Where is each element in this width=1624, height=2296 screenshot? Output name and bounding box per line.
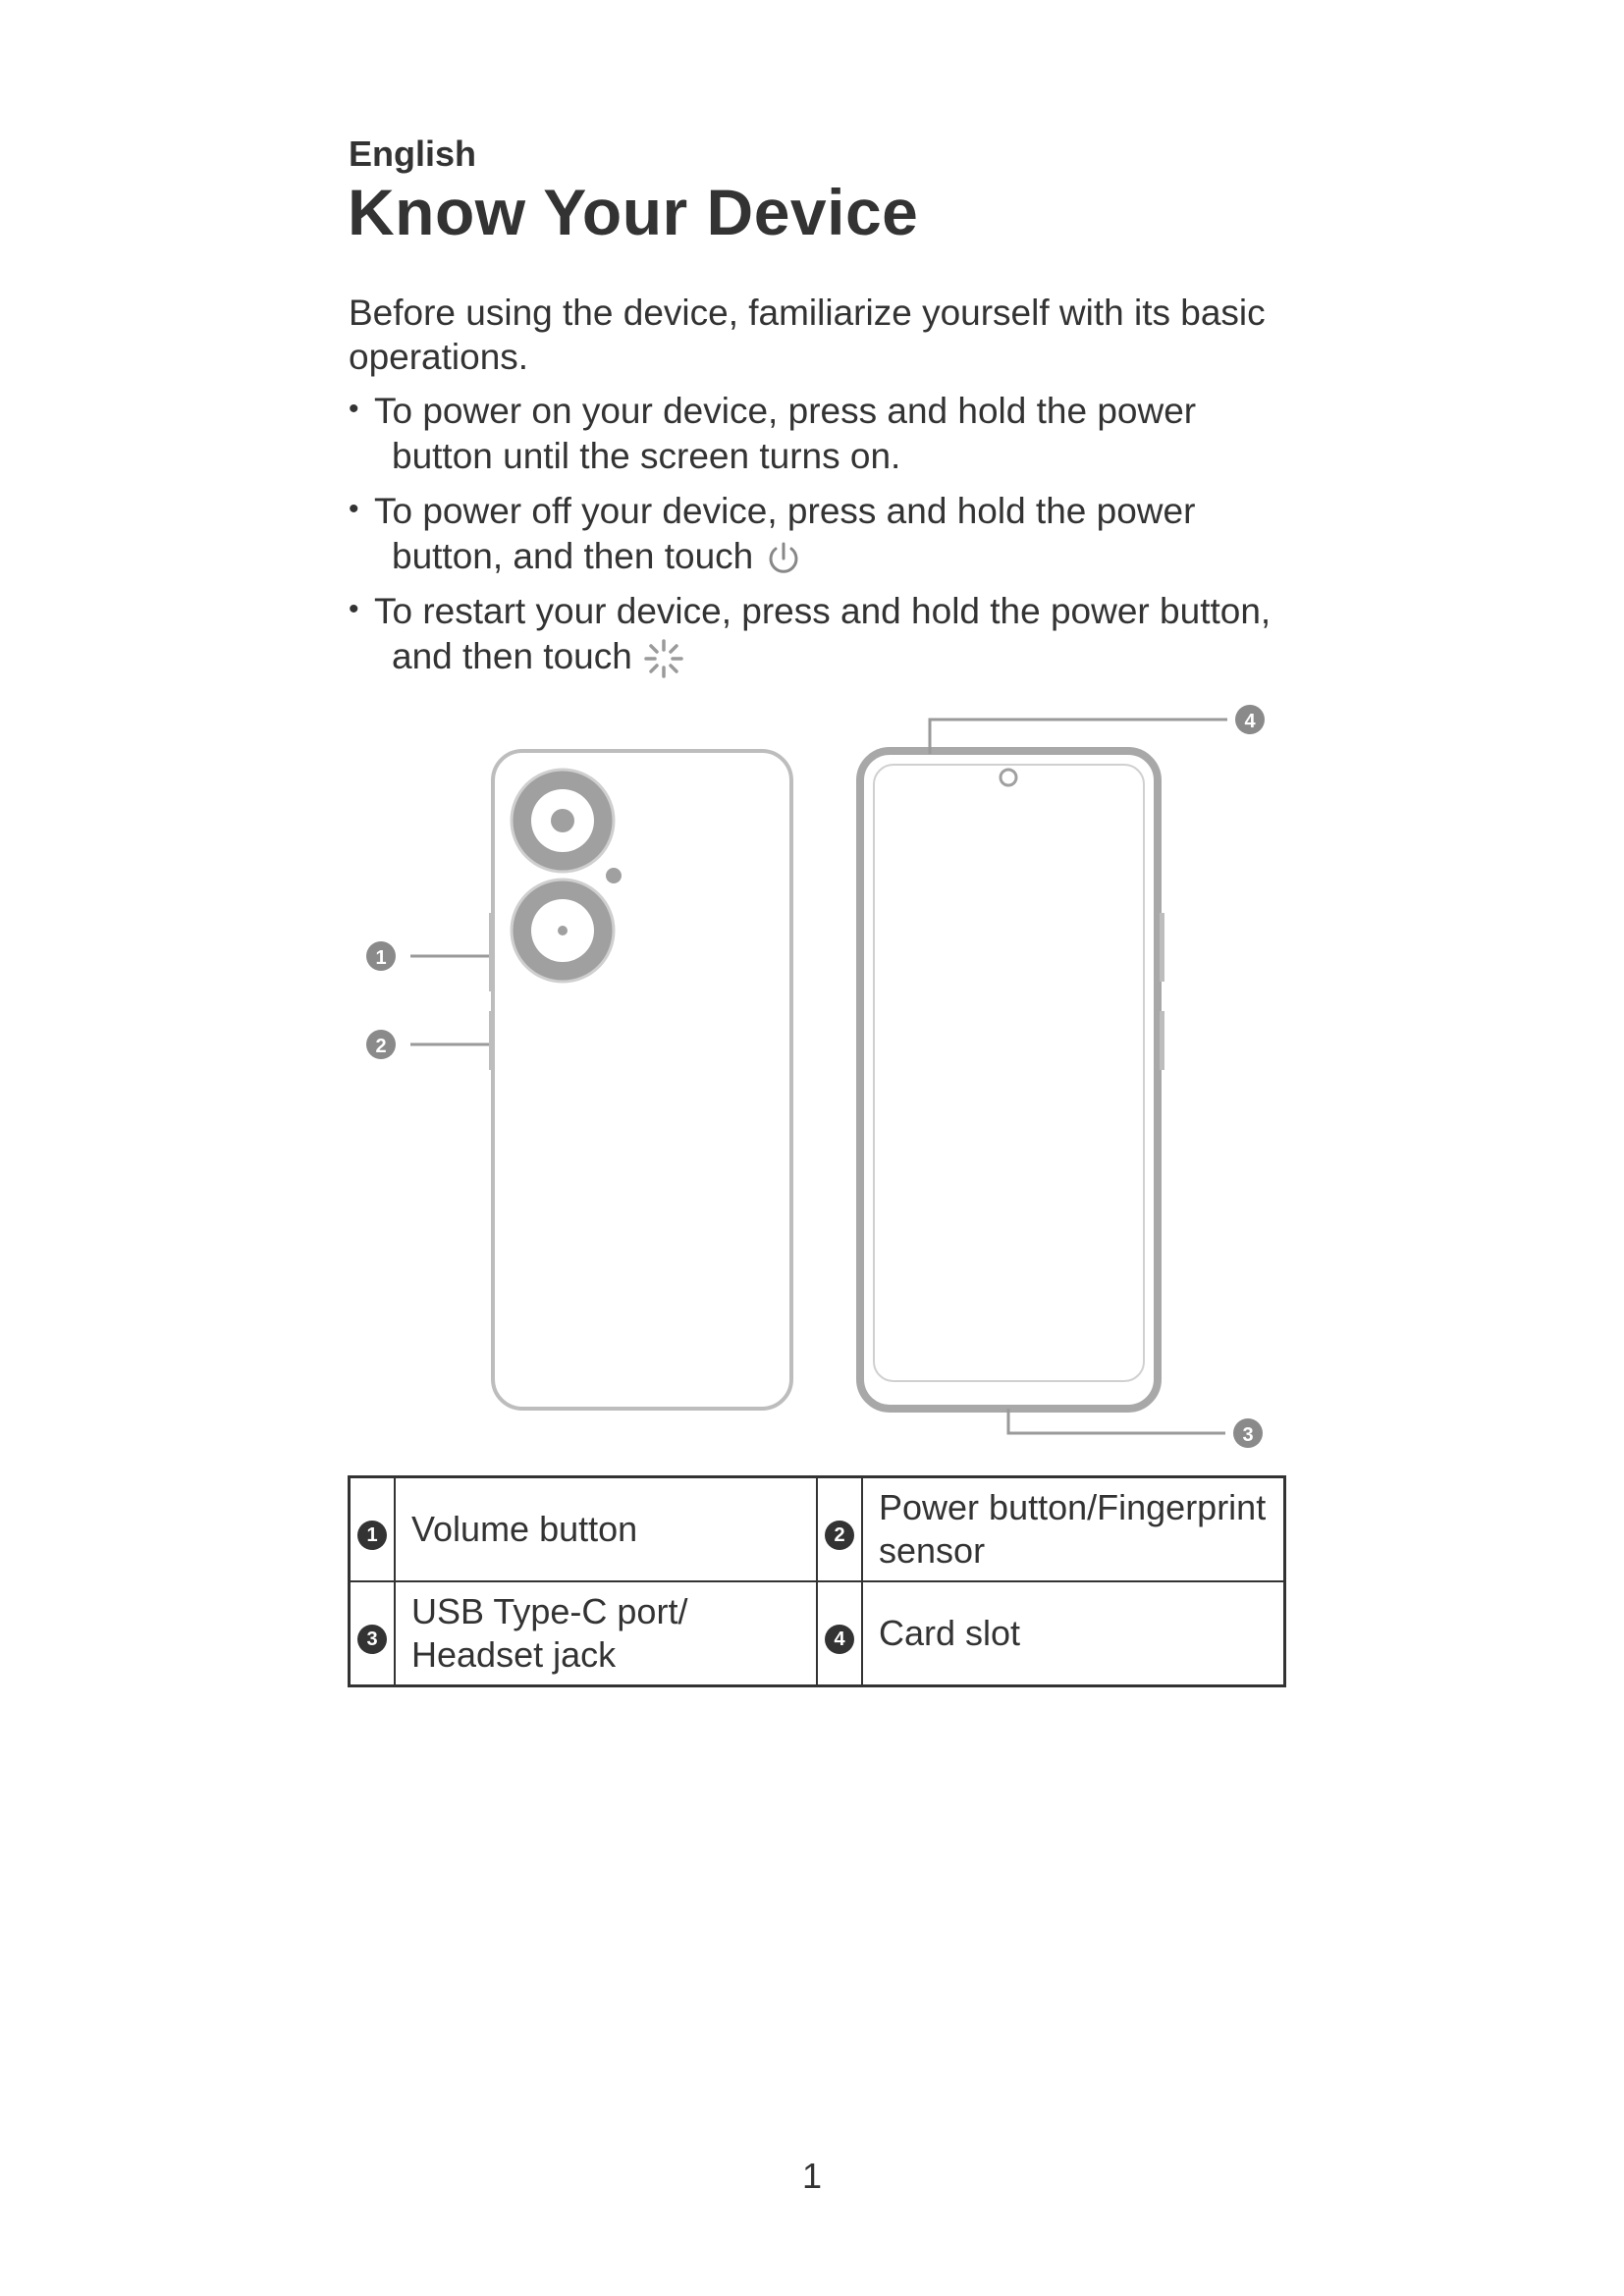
bullet-line: To power off your device, press and hold the power [374, 491, 1196, 531]
legend-number-cell [350, 1581, 396, 1686]
phone-back-illustration [489, 751, 791, 1409]
legend-label: USB Type-C port/ Headset jack [395, 1581, 817, 1686]
callout-number: 1 [375, 947, 387, 969]
legend-number-cell [817, 1477, 862, 1582]
bullet-line: and then touch [392, 636, 632, 676]
number-badge: 4 [825, 1625, 854, 1654]
legend-number-cell [817, 1581, 862, 1686]
number-badge: 1 [357, 1521, 387, 1550]
legend-table [348, 1475, 1286, 1687]
callout-2 [366, 1030, 396, 1059]
language-label: English [349, 133, 477, 174]
number-badge: 3 [357, 1625, 387, 1654]
callout-number: 2 [375, 1036, 387, 1057]
legend-label: Volume button [395, 1477, 817, 1582]
intro-paragraph: Before using the device, familiarize yourself with its basic operations. [349, 293, 1266, 377]
number-badge: 2 [825, 1521, 854, 1550]
phone-front-illustration [860, 751, 1164, 1409]
callout-number: 3 [1242, 1424, 1254, 1446]
legend-number-cell [350, 1477, 396, 1582]
table-row [350, 1477, 1285, 1582]
legend-label: Card slot [862, 1581, 1285, 1686]
page-number: 1 [801, 2156, 823, 2196]
bullet-line: To power on your device, press and hold the power [374, 391, 1197, 431]
callout-3 [1233, 1418, 1263, 1448]
bullet-line: button until the screen turns on. [392, 436, 901, 476]
legend-label: Power button/Fingerprint sensor [862, 1477, 1285, 1582]
callout-number: 4 [1244, 711, 1256, 732]
table-row [350, 1581, 1285, 1686]
bullet-line: To restart your device, press and hold the power button, [374, 591, 1272, 631]
page-title: Know Your Device [348, 176, 919, 248]
bullet-line: button, and then touch [392, 536, 754, 576]
callout-4 [1235, 705, 1265, 734]
callout-1 [366, 941, 396, 971]
